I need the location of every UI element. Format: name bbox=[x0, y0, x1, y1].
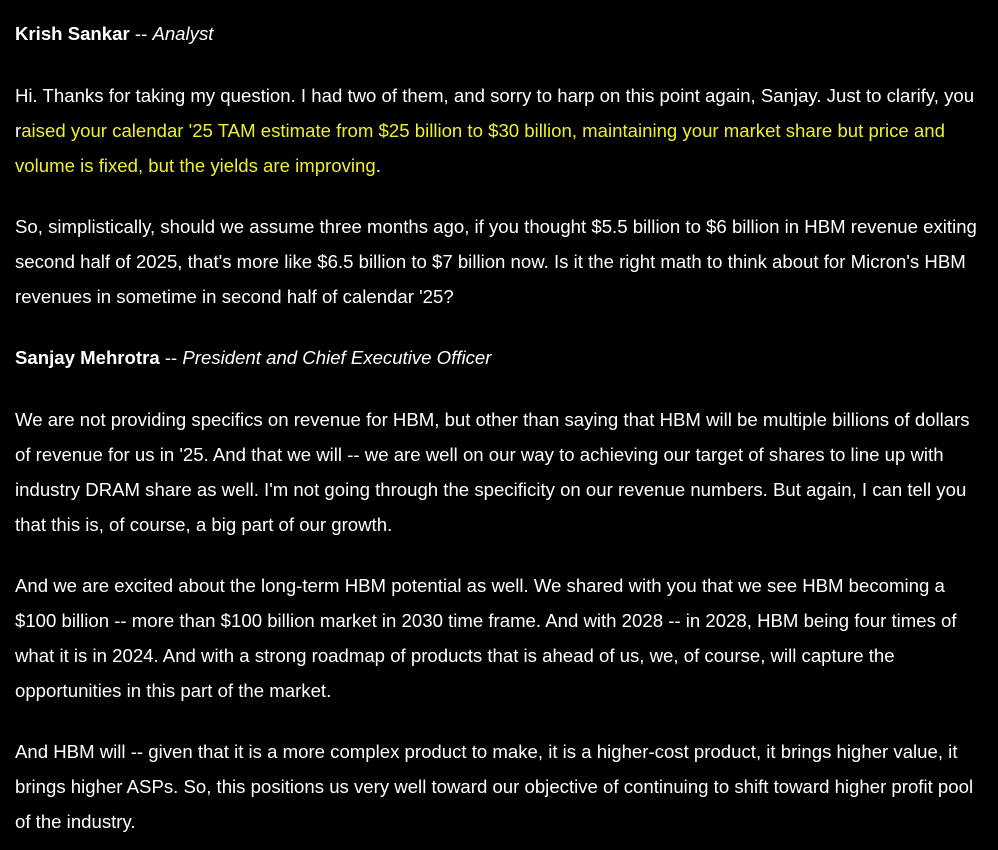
speaker-role: Analyst bbox=[152, 23, 214, 44]
answer-paragraph-1: We are not providing specifics on revenue for HBM, but other than saying that HBM will be multiple billions of dollars of revenue for us in '25. And that we will -- we are well on our way to achieving our target of shares to line up with industry DRAM share as well. I'm not going through the specificity on our revenue numbers. But again, I can tell you that this is, of course, a big part of our growth. bbox=[15, 409, 970, 535]
question-text-after: . bbox=[375, 155, 381, 176]
speaker-name: Krish Sankar bbox=[15, 23, 130, 44]
question-text-before: Hi. Thanks for taking my question. I had two of them, and sorry to harp on this point again, Sanjay. Just to clarify, you r bbox=[15, 85, 975, 141]
speaker-role: President and Chief Executive Officer bbox=[182, 347, 492, 368]
answer-paragraph-3: And HBM will -- given that it is a more complex product to make, it is a higher-cost product, it brings higher value, it brings higher ASPs. So, this positions us very well toward our objective of continuing to shift toward higher profit pool of the industry. bbox=[15, 741, 974, 832]
speaker-separator: -- bbox=[159, 347, 183, 368]
answer-paragraph-2: And we are excited about the long-term HBM potential as well. We shared with you that we see HBM becoming a $100 billion -- more than $100 billion market in 2030 time frame. And with 2028 -- in 2028, HBM being four times of what it is in 2024. And with a strong roadmap of products that is ahead of us, we, of course, will capture the opportunities in this part of the market. bbox=[15, 575, 957, 701]
question-paragraph-2: So, simplistically, should we assume three months ago, if you thought $5.5 billion to $6 billion in HBM revenue exiting second half of 2025, that's more like $6.5 billion to $7 billion now. Is it the right math to think about for Micron's HBM revenues in sometime in second half of calendar '25? bbox=[15, 216, 977, 307]
question-paragraph-1 bbox=[15, 78, 983, 183]
speaker-line-analyst bbox=[15, 16, 983, 51]
highlighted-text: aised your calendar '25 TAM estimate from $25 billion to $30 billion, maintaining your market share but price and volume is fixed, but the yields are improving bbox=[15, 120, 945, 176]
speaker-name: Sanjay Mehrotra bbox=[15, 347, 160, 368]
speaker-separator: -- bbox=[129, 23, 153, 44]
speaker-line-ceo bbox=[15, 340, 983, 375]
